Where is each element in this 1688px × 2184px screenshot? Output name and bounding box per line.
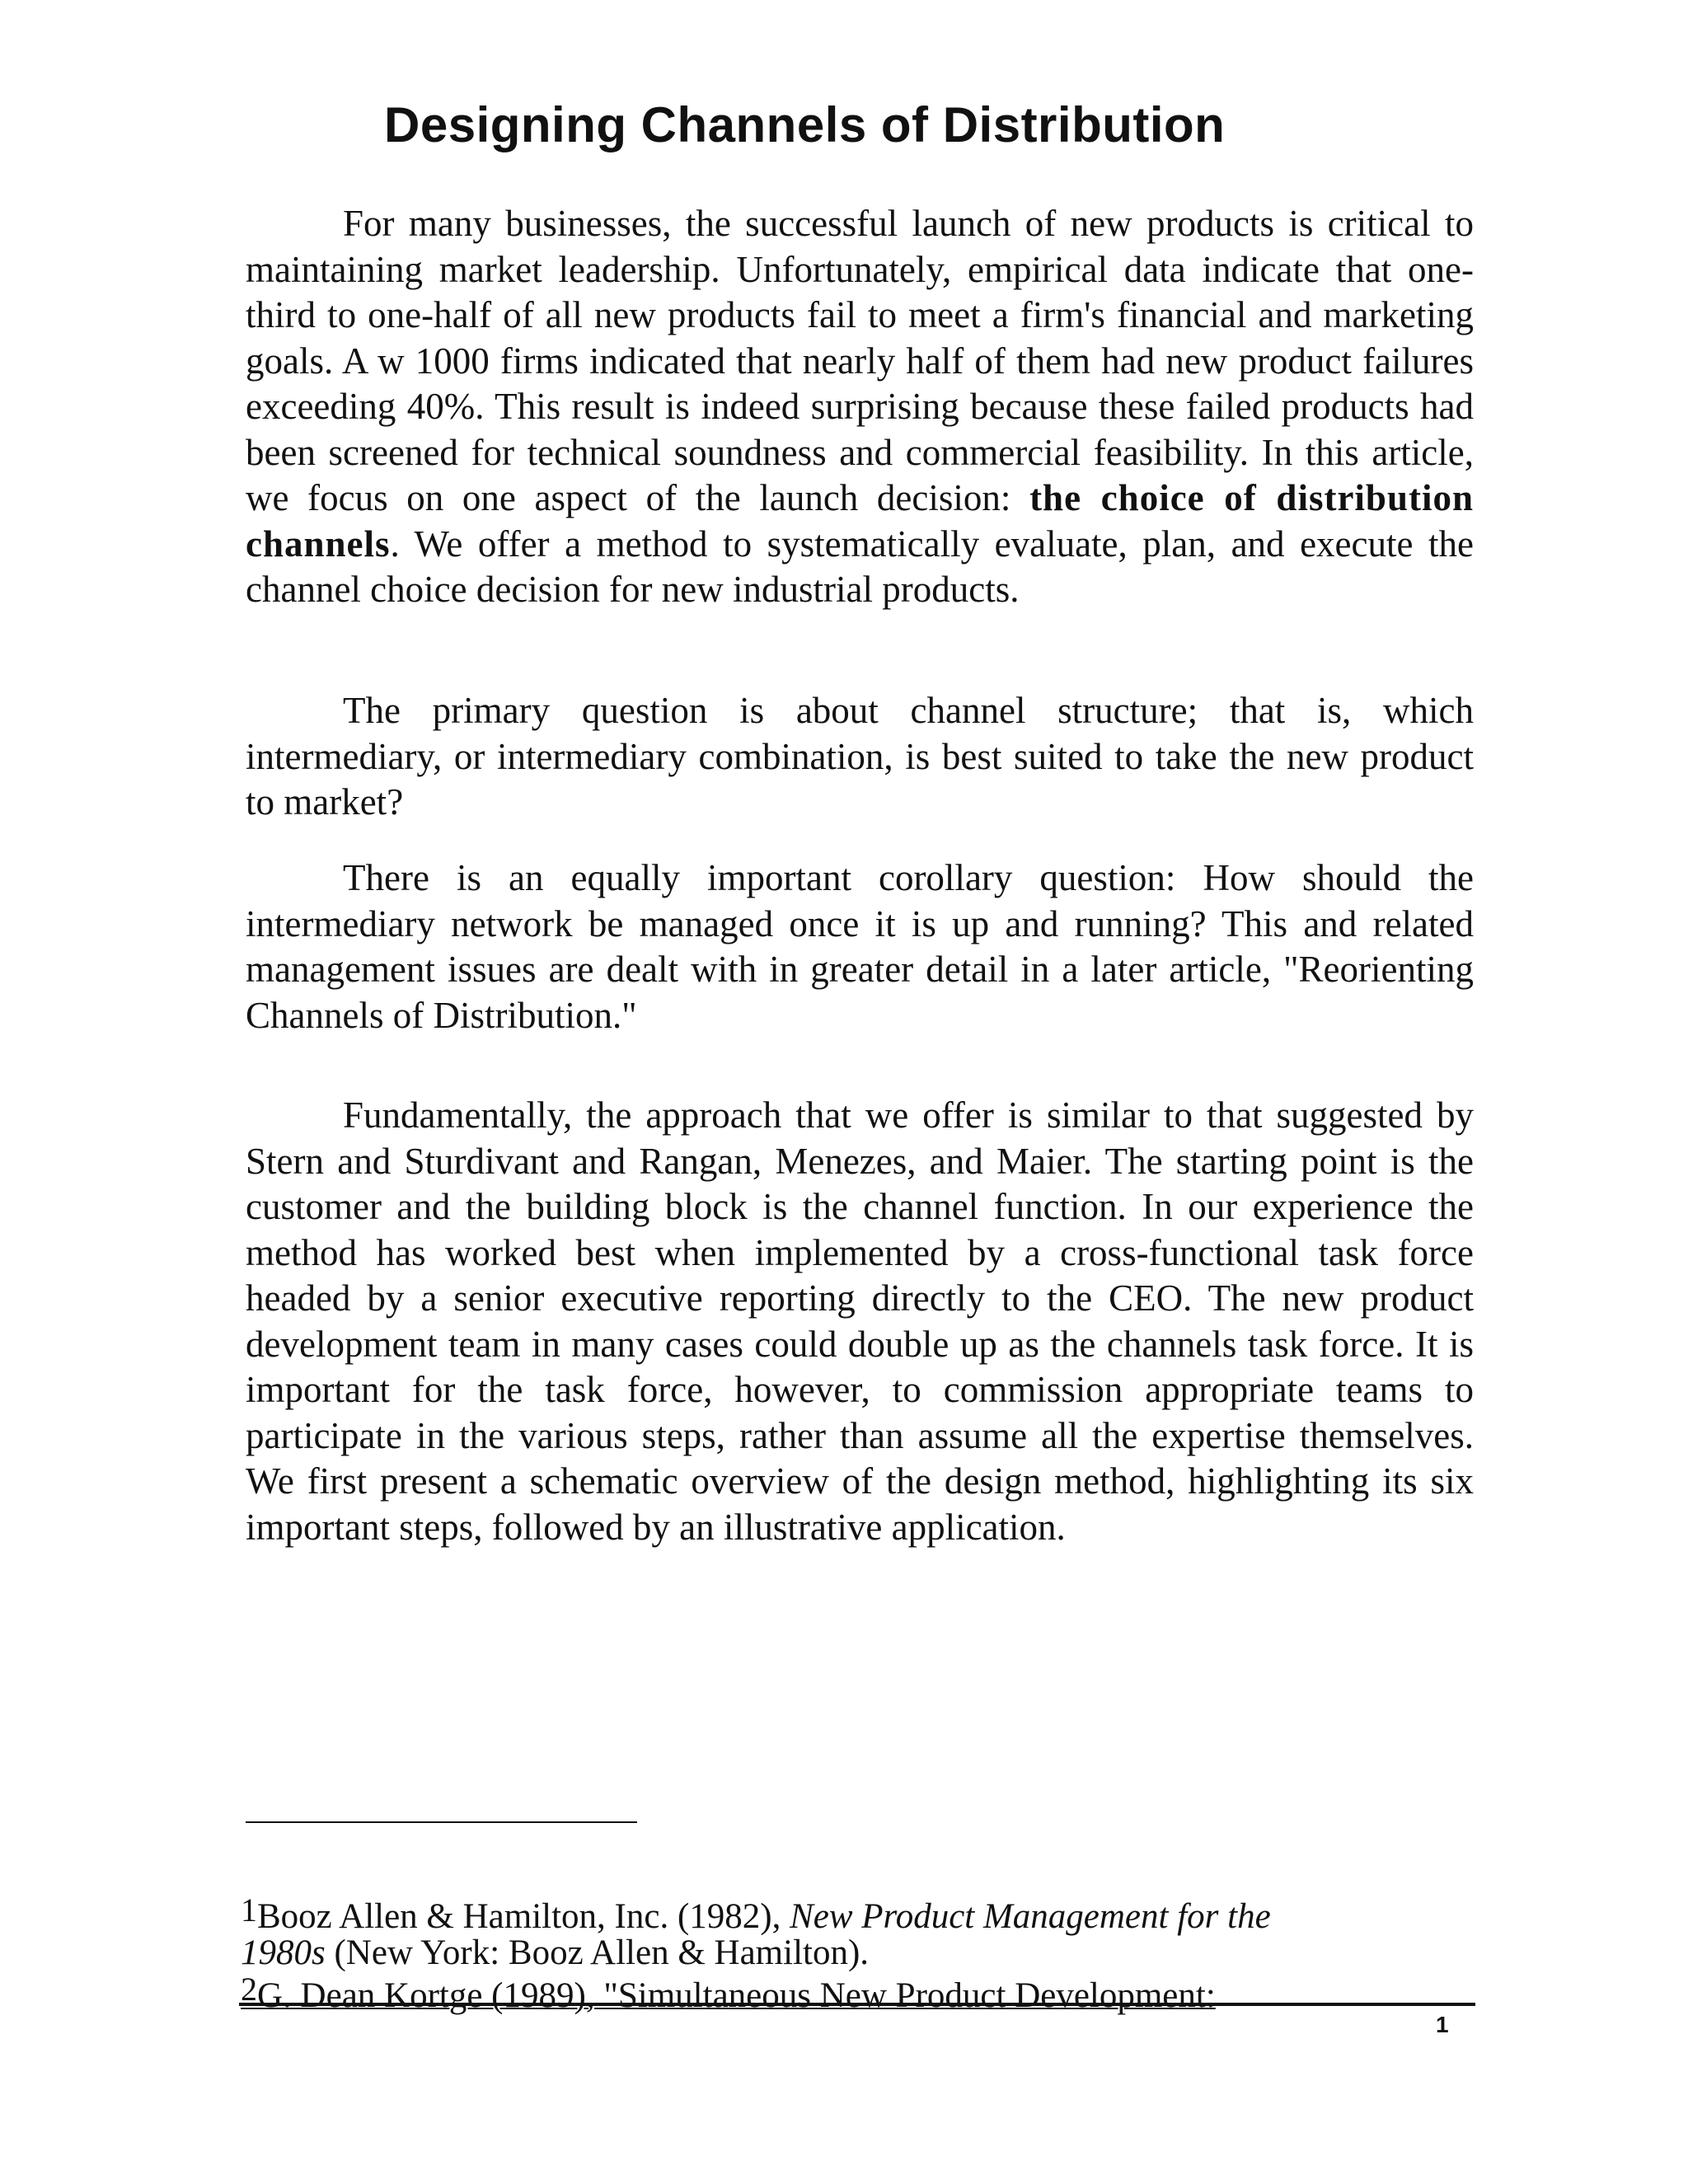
footnote-separator — [246, 1821, 637, 1823]
paragraph-1-emphasis: the choice of distribution channels — [246, 477, 1474, 565]
footnote-1-line-1 — [241, 1892, 1477, 1935]
footnote-2-number: 2 — [241, 1971, 257, 2008]
footnote-1-book-title: New Product Management for the — [790, 1897, 1271, 1936]
footnote-2-text: G. Dean Kortge (1989), "Simultaneous New Product Development: — [257, 1976, 1216, 2015]
footnote-1-number: 1 — [241, 1891, 257, 1929]
footnote-1-text: Booz Allen & Hamilton, Inc. (1982), — [257, 1897, 790, 1936]
paragraph-2: The primary question is about channel structure; that is, which intermediary, or intermediary combination, is best suited to take the new product to market? — [246, 690, 1474, 823]
footnotes — [241, 1892, 1477, 2014]
paragraph-1-text-end: . We offer a method to systematically evaluate, plan, and execute the channel choice decision for new industrial products. — [246, 523, 1474, 610]
page-bottom-rule — [239, 2003, 1475, 2006]
paragraph-1 — [246, 201, 1474, 613]
page-number: 1 — [1436, 2012, 1449, 2037]
footnote-2 — [241, 1971, 1477, 2014]
footnote-1-book-title-cont: 1980s — [241, 1933, 326, 1972]
footnote-1-publisher: (New York: Booz Allen & Hamilton). — [325, 1933, 870, 1972]
page-title: Designing Channels of Distribution — [384, 97, 1226, 152]
paragraph-4: Fundamentally, the approach that we offer is similar to that suggested by Stern and Sturdivant and Rangan, Menezes, and Maier. The starting point is the customer and the building block is the channel function. In our experience the method has worked best when implemented by a cross-functional task force headed by a senior executive reporting directly to the CEO. The new product development team in many cases could double up as the channels task force. It is important for the task force, however, to commission appropriate teams to participate in the various steps, rather than assume all the expertise themselves. We first present a schematic overview of the design method, highlighting its six important steps, followed by an illustrative application. — [246, 1094, 1474, 1548]
footnote-1-line-2 — [241, 1935, 1477, 1971]
paragraph-1-text: For many businesses, the successful launch of new products is critical to maintaining market leadership. Unfortunately, empirical data indicate that one-third to one-half of all new products fail to meet a firm's financial and marketing goals. A w 1000 firms indicated that nearly half of them had new product failures exceeding 40%. This result is indeed surprising because these failed products had been screened for technical soundness and commercial feasibility. In this article, we focus on one aspect of the launch decision: — [246, 203, 1474, 518]
paragraph-3: There is an equally important corollary question: How should the intermediary network be managed once it is up and running? This and related management issues are dealt with in greater detail in a later article, "Reorienting Channels of Distribution." — [246, 857, 1474, 1036]
